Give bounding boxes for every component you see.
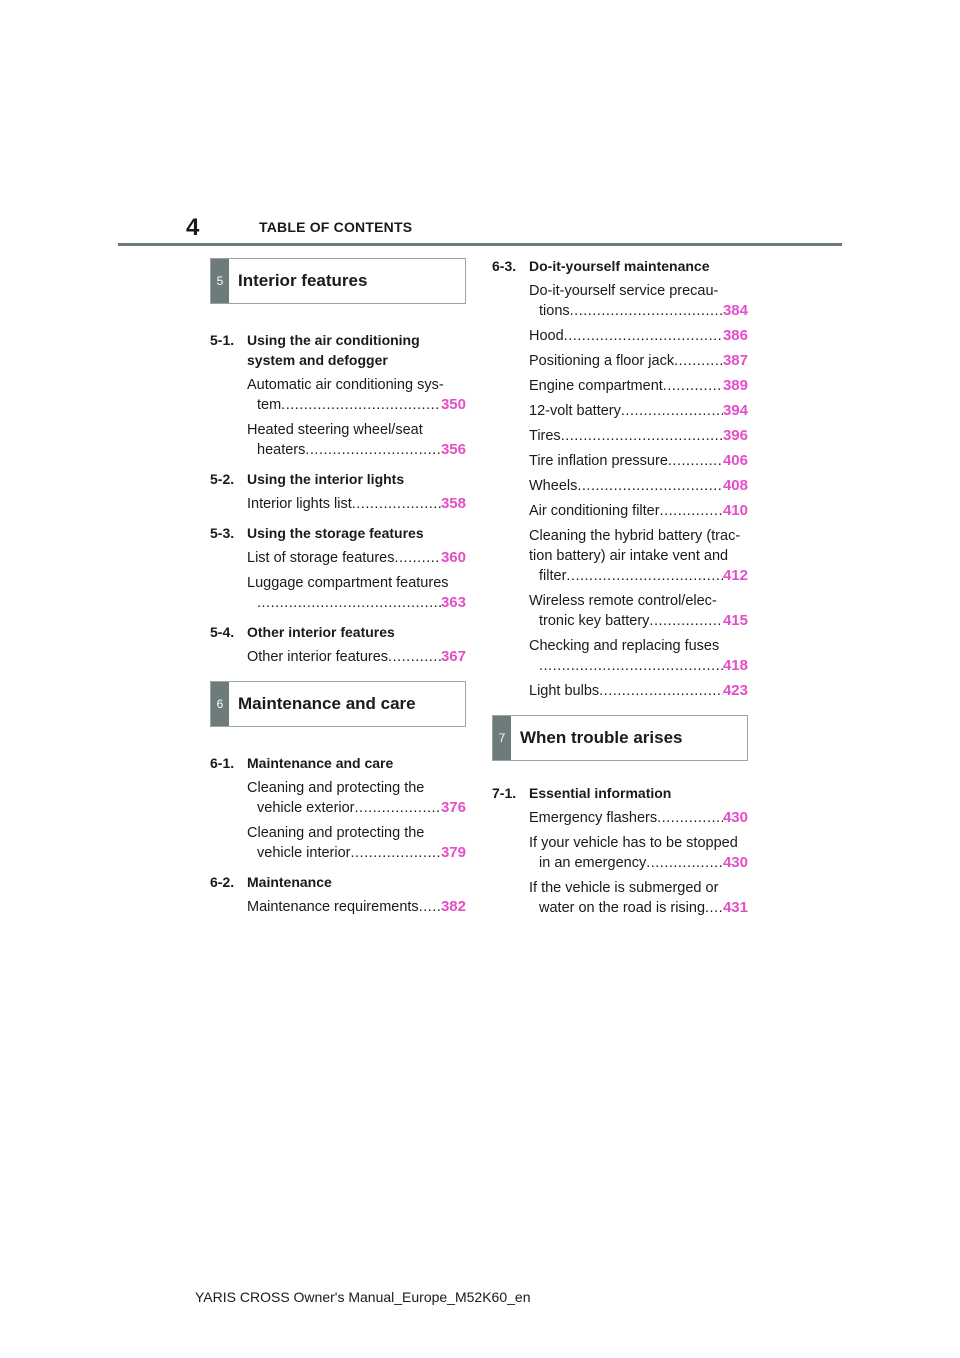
entry-text-line: Other interior features xyxy=(247,649,389,665)
page-link[interactable]: 376 xyxy=(440,799,466,816)
group-code xyxy=(210,350,247,370)
group-title-line: Maintenance xyxy=(247,874,332,890)
dot-leader xyxy=(705,898,723,918)
entry-last-line xyxy=(529,681,748,701)
entry-text-line: Cleaning the hybrid battery (trac- xyxy=(529,528,741,544)
toc-entry[interactable] xyxy=(492,351,748,371)
toc-entry[interactable] xyxy=(492,476,748,496)
dot-leader xyxy=(663,376,723,396)
page-link[interactable]: 387 xyxy=(722,352,748,369)
dot-leader xyxy=(577,476,723,496)
dot-leader xyxy=(621,401,723,421)
page-link[interactable]: 382 xyxy=(440,898,466,915)
entry-text-line: If your vehicle has to be stopped xyxy=(529,835,738,851)
group-heading xyxy=(210,350,466,370)
group-heading xyxy=(210,622,466,642)
page-link[interactable]: 363 xyxy=(440,594,466,611)
entry-text-line: Tire inflation pressure xyxy=(529,453,668,469)
entry-text-line: water on the road is rising xyxy=(539,900,706,916)
entry-text-line: tion battery) air intake vent and xyxy=(529,548,729,564)
dot-leader xyxy=(668,451,723,471)
entry-text-line: Positioning a floor jack xyxy=(529,353,675,369)
entry-last-line xyxy=(529,401,748,421)
toc-entry[interactable] xyxy=(492,833,748,873)
entry-last-line xyxy=(247,897,466,917)
page-link[interactable]: 418 xyxy=(722,657,748,674)
page-link[interactable]: 360 xyxy=(440,549,466,566)
group-title-line: Using the air conditioning xyxy=(247,332,420,348)
group-heading xyxy=(210,872,466,892)
dot-leader xyxy=(351,843,441,863)
group-title-line: Maintenance and care xyxy=(247,755,394,771)
toc-entry[interactable] xyxy=(210,778,466,818)
toc-group-6-3 xyxy=(492,256,748,701)
toc-group-5-4 xyxy=(210,622,466,667)
entry-last-line xyxy=(247,440,466,460)
entry-text-line: Do-it-yourself service precau- xyxy=(529,283,719,299)
entry-text-line: Cleaning and protecting the xyxy=(247,825,425,841)
group-title-line: Other interior features xyxy=(247,624,395,640)
page-link[interactable]: 379 xyxy=(440,844,466,861)
dot-leader xyxy=(599,681,723,701)
entry-text-line: List of storage features xyxy=(247,550,395,566)
toc-entry[interactable] xyxy=(210,494,466,514)
entry-text-line: Air conditioning filter xyxy=(529,503,660,519)
toc-group-5-2 xyxy=(210,469,466,514)
toc-entry[interactable] xyxy=(492,636,748,676)
entry-text-line: tions xyxy=(539,303,570,319)
dot-leader xyxy=(305,440,441,460)
toc-entry[interactable] xyxy=(210,420,466,460)
entry-text-line: If the vehicle is submerged or xyxy=(529,880,719,896)
page-link[interactable]: 384 xyxy=(722,302,748,319)
toc-entry[interactable] xyxy=(492,281,748,321)
toc-entry[interactable] xyxy=(210,647,466,667)
toc-entry[interactable] xyxy=(492,376,748,396)
group-title-line: Using the interior lights xyxy=(247,471,405,487)
entry-text-line: Wireless remote control/elec- xyxy=(529,593,717,609)
section-title: Interior features xyxy=(238,271,368,290)
toc-group-5-1 xyxy=(210,330,466,460)
dot-leader xyxy=(649,611,723,631)
page-link[interactable]: 389 xyxy=(722,377,748,394)
group-title-line: Using the storage features xyxy=(247,525,424,541)
group-code: 6-1. xyxy=(210,755,235,771)
toc-column-right xyxy=(492,256,748,927)
toc-entry[interactable] xyxy=(210,573,466,613)
dot-leader xyxy=(660,501,723,521)
page-link[interactable]: 386 xyxy=(722,327,748,344)
dot-leader xyxy=(561,426,723,446)
entry-text-line: Engine compartment xyxy=(529,378,663,394)
entry-text-line: vehicle interior xyxy=(257,845,351,861)
entry-text-line: heaters xyxy=(257,442,306,458)
group-title-line: system and defogger xyxy=(247,352,388,368)
group-heading xyxy=(210,330,466,350)
toc-entry[interactable] xyxy=(210,548,466,568)
entry-last-line xyxy=(247,395,466,415)
group-code: 7-1. xyxy=(492,785,517,801)
section-number: 7 xyxy=(493,716,511,760)
entry-last-line xyxy=(529,853,748,873)
dot-leader xyxy=(657,808,723,828)
entry-text-line: tronic key battery xyxy=(539,613,650,629)
toc-entry[interactable] xyxy=(492,501,748,521)
entry-text-line: tem xyxy=(257,397,282,413)
entry-text-line: Tires xyxy=(529,428,561,444)
group-code: 5-1. xyxy=(210,332,235,348)
page-link[interactable]: 356 xyxy=(440,441,466,458)
dot-leader xyxy=(646,853,723,873)
toc-entry[interactable] xyxy=(492,426,748,446)
group-code: 5-4. xyxy=(210,624,235,640)
page-link[interactable]: 430 xyxy=(722,809,748,826)
toc-group-7-1 xyxy=(492,783,748,918)
section-number: 6 xyxy=(211,682,229,726)
entry-last-line xyxy=(247,548,466,568)
group-title-line: Do-it-yourself maintenance xyxy=(529,258,710,274)
entry-last-line xyxy=(529,326,748,346)
entry-text-line: vehicle exterior xyxy=(257,800,355,816)
toc-entry[interactable] xyxy=(492,681,748,701)
entry-text-line: 12-volt battery xyxy=(529,403,621,419)
entry-last-line xyxy=(529,611,748,631)
entry-text-line: Interior lights list xyxy=(247,496,352,512)
group-code: 5-3. xyxy=(210,525,235,541)
page-link[interactable]: 430 xyxy=(722,854,748,871)
page-link[interactable]: 423 xyxy=(722,682,748,699)
section-header-7 xyxy=(492,715,748,761)
section-title: When trouble arises xyxy=(520,728,683,747)
page-link[interactable]: 415 xyxy=(722,612,748,629)
dot-leader xyxy=(352,494,441,514)
dot-leader xyxy=(674,351,723,371)
section-number: 5 xyxy=(211,259,229,303)
entry-text-line: Hood xyxy=(529,328,564,344)
dot-leader xyxy=(355,798,441,818)
entry-text-line: in an emergency xyxy=(539,855,647,871)
page-link[interactable]: 394 xyxy=(722,402,748,419)
entry-text-line: Heated steering wheel/seat xyxy=(247,422,423,438)
entry-last-line xyxy=(247,593,466,613)
section-header-5 xyxy=(210,258,466,304)
entry-text-line: filter xyxy=(539,568,567,584)
toc-group-6-2 xyxy=(210,872,466,917)
toc-column-left xyxy=(210,258,466,926)
toc-entry[interactable] xyxy=(492,808,748,828)
header-title: TABLE OF CONTENTS xyxy=(259,219,413,235)
entry-last-line xyxy=(529,476,748,496)
entry-text-line: Emergency flashers xyxy=(529,810,658,826)
dot-leader xyxy=(281,395,441,415)
entry-last-line xyxy=(529,426,748,446)
dot-leader xyxy=(564,326,723,346)
dot-leader xyxy=(570,301,723,321)
entry-text-line: Luggage compartment features xyxy=(247,575,449,591)
page-link[interactable]: 396 xyxy=(722,427,748,444)
group-heading xyxy=(492,783,748,803)
dot-leader xyxy=(388,647,441,667)
page-link[interactable]: 412 xyxy=(722,567,748,584)
page-link[interactable]: 408 xyxy=(722,477,748,494)
dot-leader xyxy=(539,656,723,676)
group-code: 6-2. xyxy=(210,874,235,890)
entry-last-line xyxy=(529,451,748,471)
page-link[interactable]: 410 xyxy=(722,502,748,519)
group-heading xyxy=(492,256,748,276)
entry-text-line: Cleaning and protecting the xyxy=(247,780,425,796)
group-heading xyxy=(210,753,466,773)
group-heading xyxy=(210,523,466,543)
dot-leader xyxy=(395,548,441,568)
page-link[interactable]: 367 xyxy=(440,648,466,665)
page-link[interactable]: 358 xyxy=(440,495,466,512)
toc-entry[interactable] xyxy=(492,326,748,346)
group-heading xyxy=(210,469,466,489)
toc-entry[interactable] xyxy=(492,526,748,586)
header-rule xyxy=(118,243,842,246)
entry-text-line: Light bulbs xyxy=(529,683,600,699)
page-link[interactable]: 406 xyxy=(722,452,748,469)
toc-group-5-3 xyxy=(210,523,466,613)
toc-entry[interactable] xyxy=(492,878,748,918)
page-link[interactable]: 431 xyxy=(722,899,748,916)
toc-entry[interactable] xyxy=(210,897,466,917)
toc-entry[interactable] xyxy=(492,451,748,471)
entry-text-line: Wheels xyxy=(529,478,578,494)
entry-last-line xyxy=(529,808,748,828)
entry-last-line xyxy=(529,376,748,396)
toc-group-6-1 xyxy=(210,753,466,863)
dot-leader xyxy=(257,593,441,613)
entry-last-line xyxy=(529,566,748,586)
entry-last-line xyxy=(529,501,748,521)
section-title: Maintenance and care xyxy=(238,694,416,713)
group-code: 6-3. xyxy=(492,258,517,274)
entry-last-line xyxy=(247,798,466,818)
dot-leader xyxy=(566,566,723,586)
entry-last-line xyxy=(529,656,748,676)
entry-last-line xyxy=(529,351,748,371)
entry-last-line xyxy=(247,647,466,667)
page-number: 4 xyxy=(186,214,200,241)
entry-text-line: Automatic air conditioning sys- xyxy=(247,377,444,393)
entry-last-line xyxy=(529,301,748,321)
entry-last-line xyxy=(529,898,748,918)
toc-entry[interactable] xyxy=(210,375,466,415)
entry-text-line: Maintenance requirements xyxy=(247,899,419,915)
section-header-6 xyxy=(210,681,466,727)
group-title-line: Essential information xyxy=(529,785,672,801)
entry-text-line: Checking and replacing fuses xyxy=(529,638,720,654)
toc-entry[interactable] xyxy=(492,591,748,631)
group-code: 5-2. xyxy=(210,471,235,487)
entry-last-line xyxy=(247,494,466,514)
toc-entry[interactable] xyxy=(492,401,748,421)
footer-text: YARIS CROSS Owner's Manual_Europe_M52K60_en xyxy=(195,1289,531,1305)
entry-last-line xyxy=(247,843,466,863)
toc-entry[interactable] xyxy=(210,823,466,863)
page-link[interactable]: 350 xyxy=(440,396,466,413)
dot-leader xyxy=(419,897,441,917)
